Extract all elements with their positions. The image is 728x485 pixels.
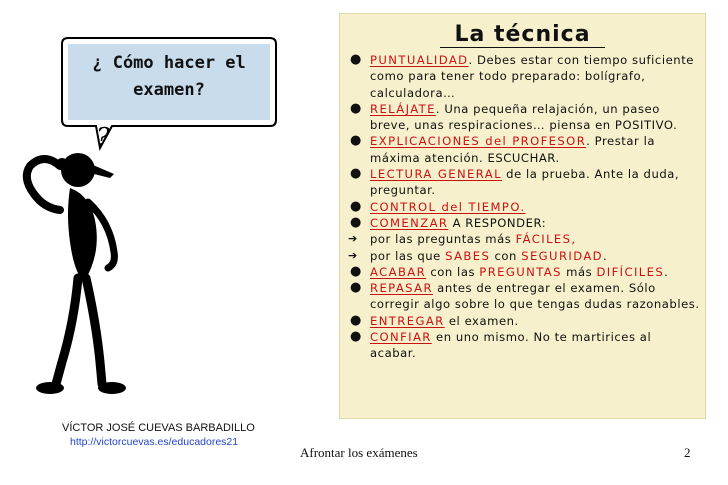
- bubble-line-1: ¿ Cómo hacer el: [92, 53, 246, 73]
- bullet-icon: ●: [350, 263, 362, 279]
- question-mark: ?: [96, 123, 110, 153]
- list-item: ● CONTROL del TIEMPO.: [350, 198, 526, 214]
- speech-bubble: [60, 36, 278, 130]
- list-item: ● RELÁJATE. Una pequeña relajación, un paseo breve, unas respiraciones… piensa en POSITIVO.: [350, 100, 678, 133]
- list-item: ● CONFIAR en uno mismo. No te martirices al acabar.: [350, 329, 652, 361]
- panel-title: La técnica: [340, 22, 705, 47]
- list-item: ● REPASAR antes de entregar el examen. Sólo corregir algo sobre lo que tengas dudas razonables.: [350, 280, 700, 312]
- arrow-right-icon: ➔: [348, 248, 358, 262]
- bullet-icon: ●: [350, 198, 362, 214]
- bullet-icon: ●: [350, 214, 362, 230]
- tips-panel: [339, 13, 706, 419]
- bubble-line-2: examen?: [133, 80, 205, 100]
- list-item: ● ACABAR con las PREGUNTAS más DIFÍCILES.: [350, 263, 669, 279]
- page-number: 2: [684, 445, 691, 460]
- bubble-text: [74, 50, 264, 104]
- bullet-icon: ●: [350, 280, 362, 296]
- list-item: ● ENTREGAR el examen.: [350, 312, 519, 328]
- bullet-icon: ●: [350, 166, 362, 182]
- list-item-arrow: ➔ por las preguntas más FÁCILES,: [348, 232, 577, 247]
- list-item: ● COMENZAR A RESPONDER:: [350, 214, 547, 230]
- bullet-icon: ●: [350, 312, 362, 328]
- list-item: ● PUNTUALIDAD. Debes estar con tiempo suficiente como para tener todo preparado: bolígrafo, calculadora…: [350, 52, 694, 100]
- author-name: VÍCTOR JOSÉ CUEVAS BARBADILLO: [62, 422, 255, 434]
- footer-title: Afrontar los exámenes: [300, 445, 418, 460]
- arrow-right-icon: ➔: [348, 232, 358, 246]
- list-item-arrow: ➔ por las que SABES con SEGURIDAD.: [348, 248, 608, 263]
- list-item: ● LECTURA GENERAL de la prueba. Ante la duda, preguntar.: [350, 166, 680, 198]
- list-item: ● EXPLICACIONES del PROFESOR. Prestar la máxima atención. ESCUCHAR.: [350, 133, 656, 165]
- bullet-icon: ●: [350, 52, 362, 67]
- bullet-icon: ●: [350, 329, 362, 345]
- bullet-icon: ●: [350, 100, 362, 116]
- bullet-icon: ●: [350, 133, 362, 149]
- thinking-person-icon: [16, 122, 136, 418]
- author-link[interactable]: http://victorcuevas.es/educadores21: [70, 436, 239, 448]
- thinking-figure: [16, 122, 136, 422]
- tips-list: [348, 52, 700, 362]
